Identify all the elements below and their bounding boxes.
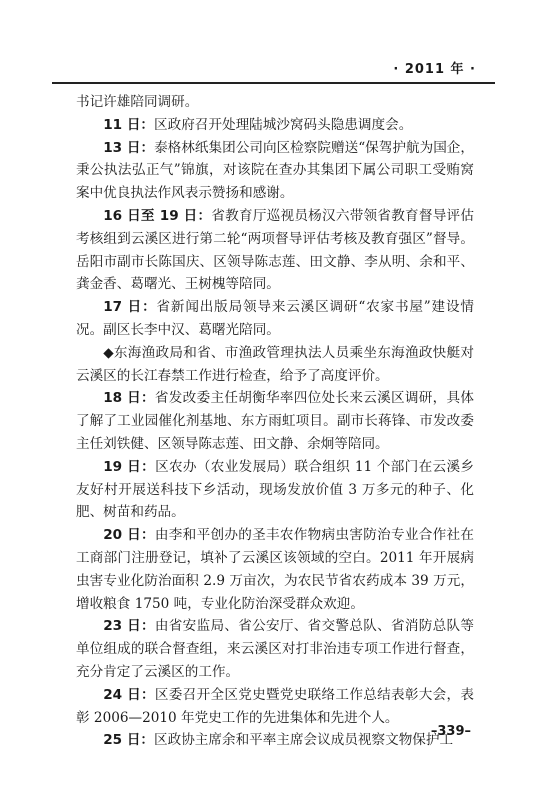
running-header-year: · 2011 年 · xyxy=(393,62,476,77)
entry-text: 省教育厅巡视员杨汉六带领省教育督导评估考核组到云溪区进行第二轮“两项督导评估考核及教育强区”督导。岳阳市副市长陈国庆、区领导陈志莲、田文静、李从明、余和平、龚金香、葛曙光、王树槐等陪同。 xyxy=(76,207,474,293)
paragraph xyxy=(76,729,474,752)
paragraph xyxy=(76,524,474,615)
page-body xyxy=(76,91,474,752)
entry-date: 13 日： xyxy=(103,139,155,156)
entry-text: 由李和平创办的圣丰农作物病虫害防治专业合作社在工商部门注册登记，填补了云溪区该领域的空白。2011 年开展病虫害专业化防治面积 2.9 万亩次，为农民节省农药成本 39 万元，增收粮食 1750 吨，专业化防治深受群众欢迎。 xyxy=(76,527,474,612)
entry-text: 区政府召开处理陆城沙窝码头隐患调度会。 xyxy=(154,116,413,133)
paragraph: 书记许雄陪同调研。 xyxy=(76,94,199,110)
paragraph xyxy=(76,137,474,205)
paragraph xyxy=(76,456,474,524)
paragraph xyxy=(76,387,474,455)
entry-date: 16 日至 19 日： xyxy=(103,207,212,224)
paragraph xyxy=(76,342,474,388)
entry-date: 11 日： xyxy=(103,116,155,133)
entry-text: 省新闻出版局领导来云溪区调研“农家书屋”建设情况。副区长李中汉、葛曙光陪同。 xyxy=(76,299,474,338)
entry-date: 25 日： xyxy=(103,732,155,749)
entry-date: 24 日： xyxy=(103,686,155,703)
paragraph xyxy=(76,615,474,683)
entry-text: 由省安监局、省公安厅、省交警总队、省消防总队等单位组成的联合督查组，来云溪区对打非治违专项工作进行督查，充分肯定了云溪区的工作。 xyxy=(76,618,474,680)
entry-date: 20 日： xyxy=(103,527,155,544)
entry-text: 区农办（农业发展局）联合组织 11 个部门在云溪乡友好村开展送科技下乡活动，现场发放价值 3 万多元的种子、化肥、树苗和药品。 xyxy=(76,458,474,521)
paragraph xyxy=(76,684,474,730)
entry-date: 18 日： xyxy=(103,390,155,407)
diamond-bullet-icon: ◆ xyxy=(103,344,114,361)
entry-text: 东海渔政局和省、市渔政管理执法人员乘坐东海渔政快艇对云溪区的长江春禁工作进行检查，给予了高度评价。 xyxy=(76,344,474,384)
entry-text: 区政协主席余和平率主席会议成员视察文物保护工 xyxy=(154,732,454,749)
entry-text: 泰格林纸集团公司向区检察院赠送“保驾护航为国企，秉公执法弘正气”锦旗，对该院在查办其集团下属公司职工受贿窝案中优良执法作风表示赞扬和感谢。 xyxy=(76,139,475,202)
entry-date: 23 日： xyxy=(103,618,155,635)
paragraph xyxy=(76,114,474,137)
entry-date: 19 日： xyxy=(103,458,156,475)
header-rule xyxy=(52,82,495,84)
entry-text: 区委召开全区党史暨党史联络工作总结表彰大会，表彰 2006—2010 年党史工作的先进集体和先进个人。 xyxy=(76,686,474,726)
paragraph xyxy=(76,205,474,296)
entry-date: 17 日： xyxy=(103,299,157,316)
entry-text: 省发改委主任胡衡华率四位处长来云溪区调研，具体了解了工业园催化剂基地、东方雨虹项目。副市长蒋锋、市发改委主任刘铁健、区领导陈志莲、田文静、余炯等陪同。 xyxy=(76,390,474,452)
paragraph xyxy=(76,296,474,342)
page-number: –339– xyxy=(430,724,471,739)
